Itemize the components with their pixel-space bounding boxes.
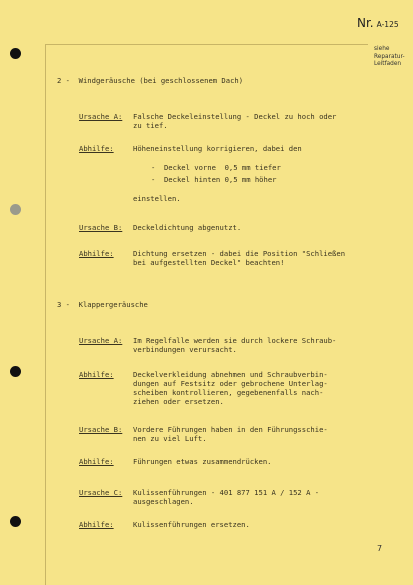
side-note-line: siehe — [374, 46, 390, 52]
cause-b-text: Deckeldichtung abgenutzt. — [133, 223, 242, 232]
side-note-line: Reparatur- — [374, 53, 405, 60]
cause-a-text: Im Regelfalle werden sie durch lockere Schraub- — [133, 336, 337, 345]
cause-c-label: Ursache C: — [79, 488, 123, 497]
remedy-text: Kulissenführungen ersetzen. — [133, 520, 250, 529]
cause-b-label: Ursache B: — [79, 425, 123, 434]
side-note — [374, 46, 405, 69]
page-frame — [45, 44, 368, 585]
punch-hole — [10, 48, 21, 59]
remedy-text: - Deckel vorne 0,5 mm tiefer — [151, 163, 281, 172]
cause-a-label: Ursache A: — [79, 336, 123, 345]
section-3-heading: 3 - Klappergeräusche — [57, 300, 148, 309]
remedy-label: Abhilfe: — [79, 249, 114, 258]
cause-a-text: verbindungen verursacht. — [133, 345, 237, 354]
remedy-label: Abhilfe: — [79, 370, 114, 379]
page-number: 7 — [377, 544, 383, 553]
remedy-text: - Deckel hinten 0,5 mm höher — [151, 175, 277, 184]
document-number — [357, 16, 399, 30]
remedy-text: Dichtung ersetzen - dabei die Position "Schließen — [133, 249, 346, 258]
cause-b-text: Vordere Führungen haben in den Führungsschie- — [133, 425, 328, 434]
remedy-text: dungen auf Festsitz oder gebrochene Unterlag- — [133, 379, 328, 388]
remedy-text: Führungen etwas zusammendrücken. — [133, 457, 272, 466]
cause-b-label: Ursache B: — [79, 223, 123, 232]
remedy-text: bei aufgestellten Deckel" beachten! — [133, 258, 285, 267]
remedy-text: Deckelverkleidung abnehmen und Schraubverbin- — [133, 370, 328, 379]
remedy-label: Abhilfe: — [79, 520, 114, 529]
side-note-line: Leitfaden — [374, 61, 402, 68]
cause-b-text: nen zu viel Luft. — [133, 434, 207, 443]
punch-hole — [10, 204, 21, 215]
remedy-label: Abhilfe: — [79, 144, 114, 153]
cause-c-text: ausgeschlagen. — [133, 497, 194, 506]
cause-a-label: Ursache A: — [79, 112, 123, 121]
punch-hole — [10, 366, 21, 377]
nr-label: Nr. — [357, 16, 374, 30]
section-2-heading: 2 - Windgeräusche (bei geschlossenem Dach) — [57, 76, 244, 85]
punch-hole — [10, 516, 21, 527]
remedy-text: Höheneinstellung korrigieren, dabei den — [133, 144, 302, 153]
remedy-text: scheiben kontrollieren, gegebenenfalls nach- — [133, 388, 324, 397]
remedy-label: Abhilfe: — [79, 457, 114, 466]
remedy-text: einstellen. — [133, 194, 181, 203]
nr-value: A-125 — [376, 20, 399, 29]
remedy-text: ziehen oder ersetzen. — [133, 397, 224, 406]
cause-a-text: zu tief. — [133, 121, 168, 130]
cause-a-text: Falsche Deckeleinstellung - Deckel zu hoch oder — [133, 112, 337, 121]
cause-c-text: Kulissenführungen - 401 877 151 A / 152 A - — [133, 488, 320, 497]
